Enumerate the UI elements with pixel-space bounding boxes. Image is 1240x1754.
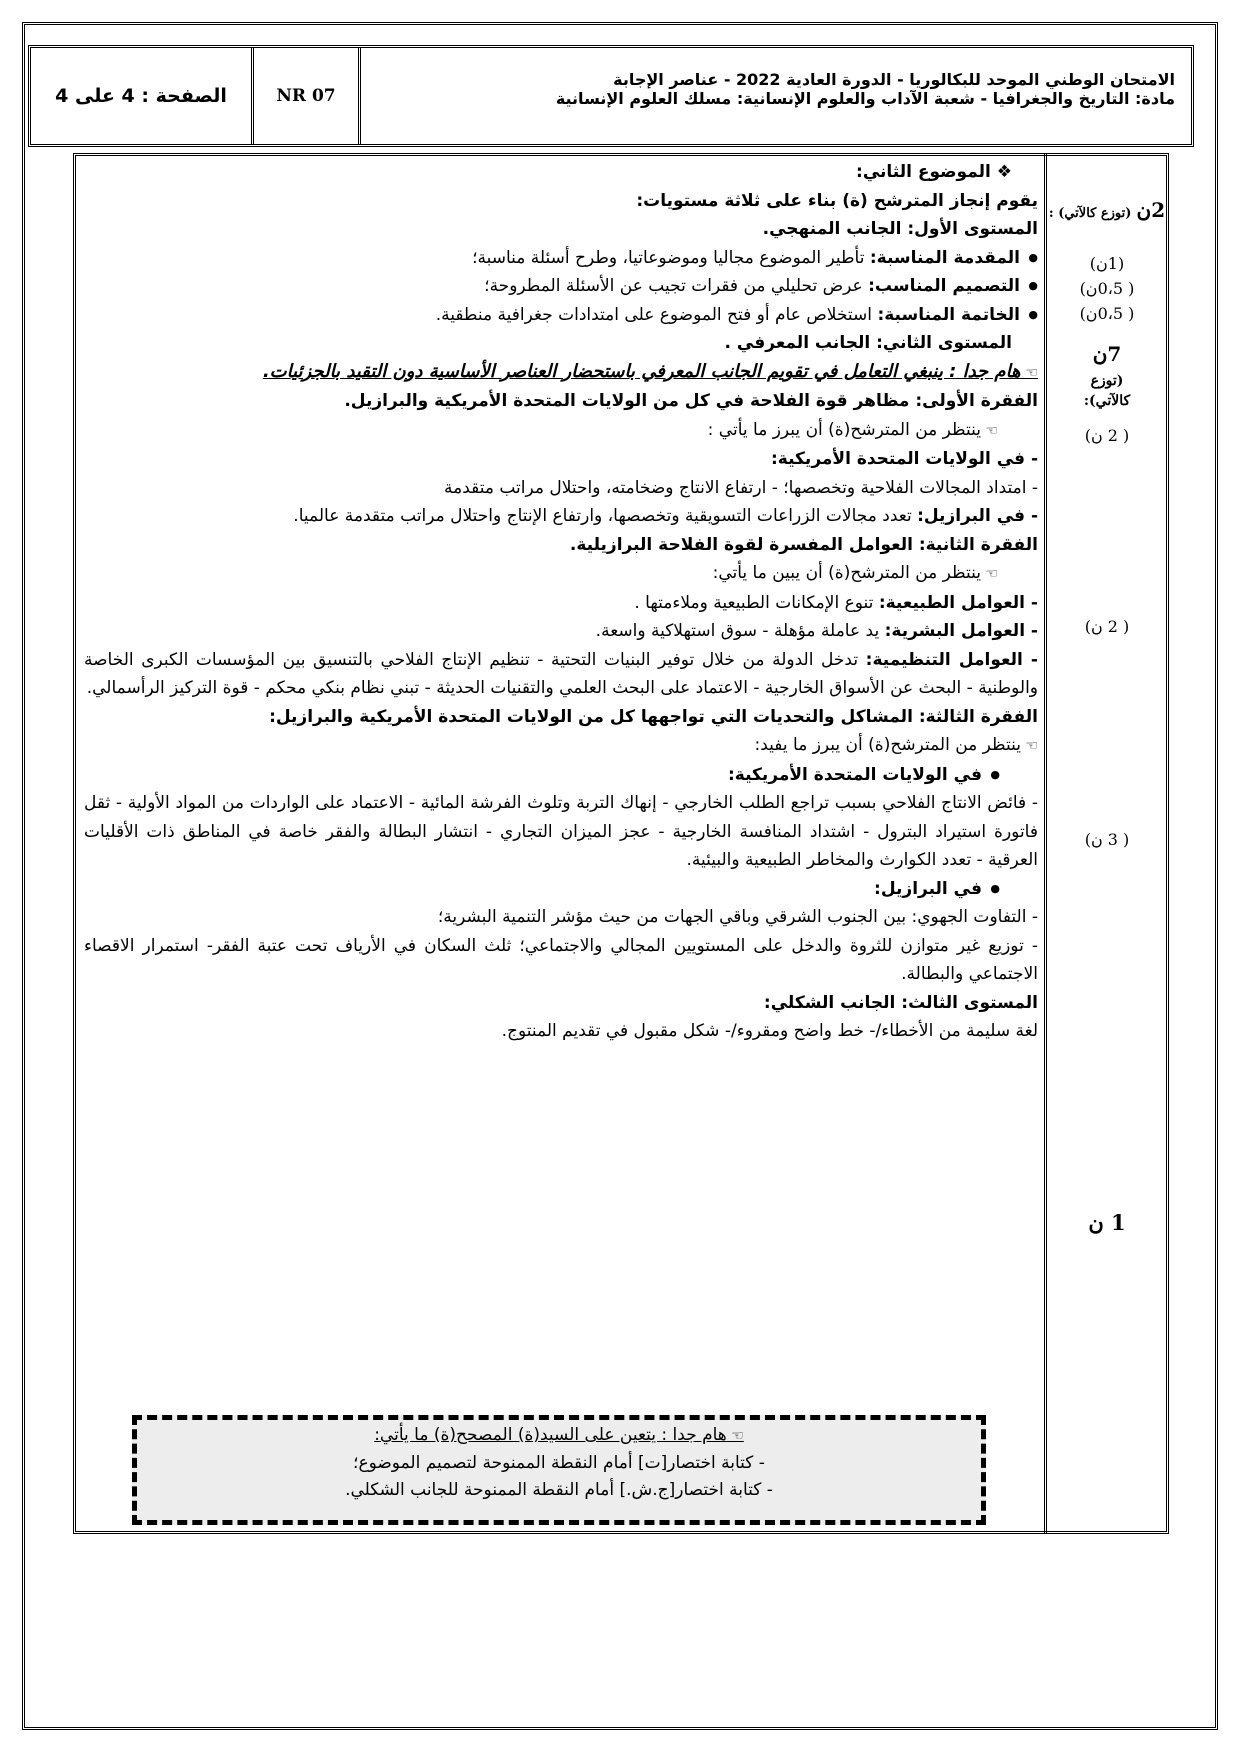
paragraph3-usa-heading: ● في الولايات المتحدة الأمريكية:: [84, 761, 1000, 790]
important-note: ☜ هام جدا : ينبغي التعامل في تقويم الجانب المعرفي باستحضار العناصر الأساسية دون التقيد بالجزئيات.: [262, 360, 1038, 382]
note-line2: - كتابة اختصار[ج.ش.] أمام النقطة الممنوحة للجانب الشكلي.: [345, 1480, 773, 1500]
level3-text: لغة سليمة من الأخطاء/- خط واضح ومقروء/- شكل مقبول في تقديم المنتوج.: [501, 1021, 1038, 1041]
pointing-hand-icon: ☜: [980, 422, 998, 439]
corrector-note-box: [132, 1415, 986, 1525]
mark-paragraph3: ( 3 ن): [1084, 830, 1130, 849]
paragraph1-usa-heading: - في الولايات المتحدة الأمريكية:: [771, 449, 1038, 469]
l1-item-plan: ● التصميم المناسب: عرض تحليلي من فقرات تجيب عن الأسئلة المطروحة؛: [84, 272, 1038, 301]
answer-content: [84, 158, 1038, 1046]
page-number: الصفحة : 4 على 4: [55, 85, 227, 107]
paragraph1-usa-text: - امتداد المجالات الفلاحية وتخصصها؛ - ارتفاع الانتاج وضخامته، واحتلال مراتب متقدمة: [443, 477, 1038, 498]
l1-item-intro: ● المقدمة المناسبة: تأطير الموضوع مجاليا وموضوعاتيا، وطرح أسئلة مناسبة؛: [84, 244, 1038, 273]
paragraph2-human: - العوامل البشرية: يد عاملة مؤهلة - سوق استهلاكية واسعة.: [595, 621, 1038, 641]
paragraph1-brazil: - في البرازيل: تعدد مجالات الزراعات التسويقية وتخصصها، وارتفاع الإنتاج واحتلال مراتب متقدمة عالميا.: [293, 506, 1038, 526]
mark-level2-note: (توزع كالآتي):: [1083, 373, 1131, 409]
paragraph2-expect: ☜ ينتظر من المترشح(ة) أن يبين ما يأتي:: [712, 563, 998, 583]
paragraph3-brazil-text1: - التفاوت الجهوي: بين الجنوب الشرقي وباقي الجهات من حيث مؤشر التنمية البشرية؛: [437, 907, 1038, 927]
mark-level1: [1048, 199, 1166, 225]
column-divider: [1044, 153, 1047, 1534]
mark-level2-total: 7ن: [1092, 342, 1122, 366]
pointing-hand-icon: ☜: [980, 566, 998, 582]
exam-title-line2: مادة: التاريخ والجغرافيا - شعبة الآداب والعلوم الإنسانية: مسلك العلوم الإنسانية: [555, 89, 1175, 108]
note-title: ☜ هام جدا : يتعين على السيد(ة) المصحح(ة) ما يأتي:: [374, 1425, 744, 1445]
mark-level1-note: (توزع كالآتي) :: [1048, 206, 1132, 221]
mark-conclusion: ( 0،5ن): [1079, 304, 1135, 323]
paragraph1-title: الفقرة الأولى: مظاهر قوة الفلاحة في كل من الولايات المتحدة الأمريكية والبرازيل.: [344, 391, 1038, 411]
exam-code: NR 07: [251, 48, 361, 144]
header-table: [28, 45, 1194, 147]
diamond-bullet-icon: ❖: [990, 162, 1012, 182]
exam-title: [361, 48, 1191, 144]
paragraph2-organizational: - العوامل التنظيمية: تدخل الدولة من خلال توفير البنيات التحتية - تنظيم الإنتاج الفلاحي بالتنسيق بين المؤسسات الكبرى الخاصة والوطنية - البحث عن الأسواق الخارجية - الاعتماد على البحث العلمي والتقنيات الحديثة - تبني نظام بنكي محكم - قوة التركيز الرأسمالي.: [84, 649, 1038, 698]
mark-level3: 1 ن: [1088, 1210, 1126, 1235]
level1-heading: المستوى الأول: الجانب المنهجي.: [762, 219, 1038, 239]
marks-column: [1048, 153, 1166, 1534]
paragraph1-expect: ☜ ينتظر من المترشح(ة) أن يبرز ما يأتي :: [707, 419, 998, 440]
exam-title-line1: الامتحان الوطني الموحد للبكالوريا - الدورة العادية 2022 - عناصر الإجابة: [613, 70, 1175, 89]
mark-level1-total: 2ن: [1136, 198, 1166, 222]
paragraph3-title: الفقرة الثالثة: المشاكل والتحديات التي تواجهها كل من الولايات المتحدة الأمريكية والبرازيل:: [269, 706, 1038, 727]
note-line1: - كتابة اختصار[ت] أمام النقطة الممنوحة لتصميم الموضوع؛: [353, 1453, 765, 1473]
level3-heading: المستوى الثالث: الجانب الشكلي:: [763, 992, 1038, 1013]
mark-intro: (1ن): [1089, 254, 1125, 273]
intro-line: يقوم إنجاز المترشح (ة) بناء على ثلاثة مستويات:: [636, 190, 1038, 211]
level2-heading: المستوى الثاني: الجانب المعرفي .: [724, 333, 1012, 353]
mark-paragraph1: ( 2 ن): [1084, 426, 1130, 445]
paragraph3-brazil-heading: ● في البرازيل:: [84, 875, 1000, 904]
pointing-hand-icon: ☜: [1020, 738, 1038, 754]
pointing-hand-icon: ☜: [1020, 364, 1038, 381]
paragraph3-expect: ☜ ينتظر من المترشح(ة) أن يبرز ما يفيد:: [754, 735, 1038, 755]
mark-plan: ( 0،5ن): [1079, 279, 1135, 298]
paragraph2-title: الفقرة الثانية: العوامل المفسرة لقوة الفلاحة البرازيلية.: [569, 534, 1038, 555]
paragraph2-natural: - العوامل الطبيعية: تنوع الإمكانات الطبيعية وملاءمتها .: [634, 592, 1038, 613]
paragraph3-brazil-text2: - توزيع غير متوازن للثروة والدخل على المستويين المجالي والاجتماعي؛ ثلث السكان في الأرياف تحت عتبة الفقر- استمرار الاقصاء الاجتماعي والبطالة.: [84, 935, 1038, 984]
l1-item-conclusion: ● الخاتمة المناسبة: استخلاص عام أو فتح الموضوع على امتدادات جغرافية منطقية.: [84, 301, 1038, 330]
mark-paragraph2: ( 2 ن): [1084, 617, 1130, 636]
pointing-hand-icon: ☜: [726, 1428, 744, 1444]
paragraph3-usa-text: - فائض الانتاج الفلاحي بسبب تراجع الطلب الخارجي - إنهاك التربة وتلوث الفرشة المائية - الاعتماد على الواردات من المواد الأولية - ثقل فاتورة استيراد البترول - اشتداد المنافسة الخارجية - عجز الميزان التجاري - انتشار البطالة والفقر خاصة في المناطق ذات الأقليات العرقية - تعدد الكوارث والمخاطر الطبيعية والبيئية.: [84, 793, 1038, 870]
topic-title: ❖ الموضوع الثاني:: [856, 162, 1012, 182]
